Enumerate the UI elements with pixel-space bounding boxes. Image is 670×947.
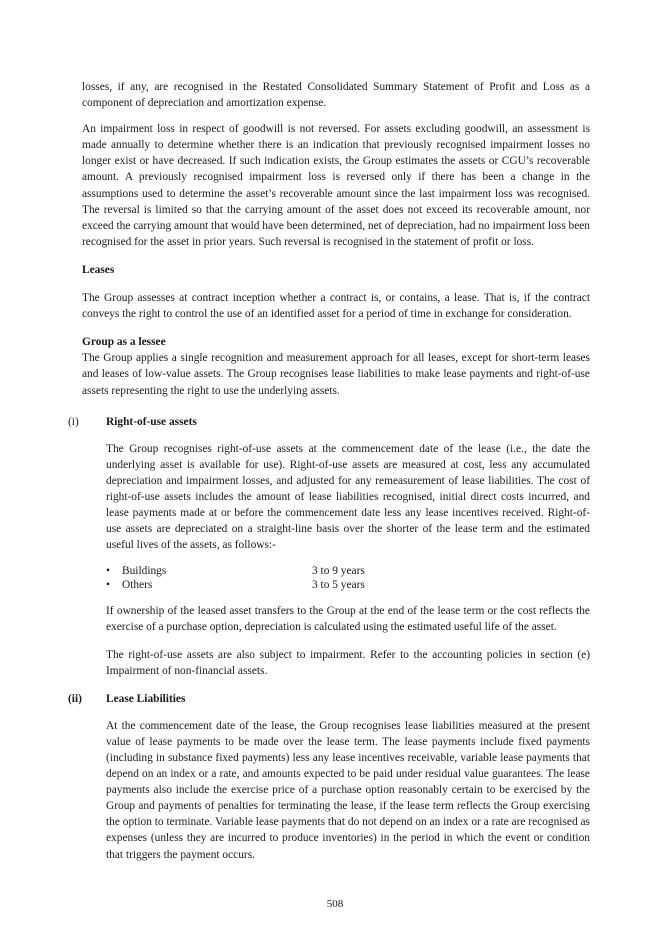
section-title: Lease Liabilities (106, 692, 186, 705)
paragraph-leases: The Group assesses at contract inception whether a contract is, or contains, a lease. That is, if the contract conveys the right to control the use of an identified asset for a period of time in exchange for consideration. (82, 292, 590, 321)
document-page (68, 79, 590, 863)
asset-class-label: Buildings (122, 565, 167, 578)
section-heading (68, 414, 590, 430)
section-title: Right-of-use assets (106, 415, 197, 428)
page-number: 508 (326, 898, 344, 910)
heading-group-as-lessee: Group as a lessee (82, 336, 166, 349)
asset-class-label: Others (122, 578, 153, 591)
paragraph-group-as-lessee: The Group applies a single recognition and measurement approach for all leases, except for short-term leases and leases of low-value assets. The Group recognises lease liabilities to make lease payments and right-of-use assets representing the right to use the underlying assets. (82, 352, 590, 397)
paragraph-impairment-losses: losses, if any, are recognised in the Restated Consolidated Summary Statement of Profit and Loss as a component of depreciation and amortization expense. (82, 81, 590, 110)
useful-lives-list (106, 565, 590, 592)
paragraph-lease-liabilities: At the commencement date of the lease, the Group recognises lease liabilities measured at the present value of lease payments to be made over the lease term. The lease payments include fixed payments (including in substance fixed payments) less any lease incentives receivable, variable lease payments that depend on an index or a rate, and amounts expected to be paid under residual value guarantees. The lease payments also include the exercise price of a purchase option reasonably certain to be exercised by the Group and payments of penalties for terminating the lease, if the lease term reflects the Group exercising the option to terminate. Variable lease payments that do not depend on an index or a rate are recognised as expenses (unless they are incurred to produce inventories) in the period in which the event or condition that triggers the payment occurs. (106, 719, 590, 861)
paragraph-ownership-transfer: If ownership of the leased asset transfers to the Group at the end of the lease term or the cost reflects the exercise of a purchase option, depreciation is calculated using the estimated useful life of the asset. (106, 605, 590, 634)
useful-life-value: 3 to 5 years (312, 578, 365, 591)
list-item (106, 579, 590, 593)
bullet-icon: • (106, 578, 110, 591)
paragraph-rou-impairment: The right-of-use assets are also subject to impairment. Refer to the accounting policies in section (e) Impairment of non-financial assets. (106, 648, 590, 677)
list-item (106, 565, 590, 579)
heading-leases: Leases (82, 263, 115, 276)
section-lease-liabilities (68, 691, 590, 863)
section-number: (i) (68, 415, 79, 428)
paragraph-impairment-reversal: An impairment loss in respect of goodwill is not reversed. For assets excluding goodwill, an assessment is made annually to determine whether there is an indication that previously recognised impairment losses no longer exist or have decreased. If such indication exists, the Group estimates the assets or CGU’s recoverable amount. A previously recognised impairment loss is reversed only if there has been a change in the assumptions used to determine the asset’s recoverable amount since the last impairment loss was recognised. The reversal is limited so that the carrying amount of the asset does not exceed its recoverable amount, nor exceed the carrying amount that would have been determined, net of depreciation, had no impairment loss been recognised for the asset in prior years. Such reversal is recognised in the statement of profit or loss. (82, 123, 590, 248)
paragraph-rou-recognition: The Group recognises right-of-use assets at the commencement date of the lease (i.e., the date the underlying asset is available for use). Right-of-use assets are measured at cost, less any accumulated depreciation and impairment losses, and adjusted for any remeasurement of lease liabilities. The cost of right-of-use assets includes the amount of lease liabilities recognised, initial direct costs incurred, and lease payments made at or before the commencement date less any lease incentives received. Right-of-use assets are depreciated on a straight-line basis over the shorter of the lease term and the estimated useful lives of the assets, as follows:- (106, 442, 590, 552)
section-number: (ii) (68, 692, 82, 705)
section-right-of-use-assets (68, 414, 590, 679)
useful-life-value: 3 to 9 years (312, 565, 365, 578)
bullet-icon: • (106, 565, 110, 578)
section-heading (68, 691, 590, 707)
